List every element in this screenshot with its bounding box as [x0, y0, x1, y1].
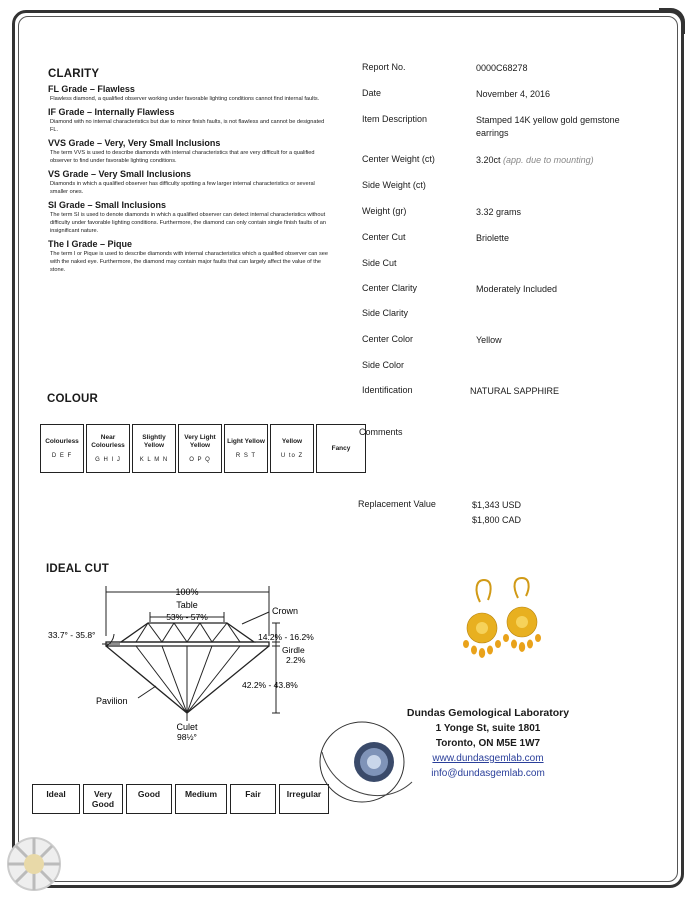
lab-street: 1 Yonge St, suite 1801 [435, 723, 541, 734]
field-label: Side Weight (ct) [362, 180, 426, 190]
field-value: NATURAL SAPPHIRE [470, 386, 560, 396]
replacement-cad: $1,800 CAD [472, 515, 522, 525]
grade-title: SI Grade – Small Inclusions [48, 200, 167, 210]
field-label: Side Color [362, 360, 405, 370]
field-value [472, 499, 642, 527]
cut-grade-cell: Medium [175, 784, 227, 814]
diamond-cut-diagram [44, 578, 334, 748]
grade-title: IF Grade – Internally Flawless [48, 107, 175, 117]
colour-title: COLOUR [47, 393, 99, 405]
grade-description: Diamonds in which a qualified observer has difficulty spotting a few larger internal characteristics or several smaller ones. [50, 181, 315, 195]
clarity-grade-if [48, 107, 328, 134]
crown-angle: 33.7° - 35.8° [48, 630, 96, 640]
replacement-usd: $1,343 USD [472, 500, 522, 510]
colour-cell [178, 424, 222, 473]
colour-cell [224, 424, 268, 473]
colour-label: Very Light Yellow [184, 433, 216, 449]
field-value: Stamped 14K yellow gold gemstone earrings [476, 115, 620, 138]
ideal-cut-title: IDEAL CUT [46, 563, 109, 575]
pavilion-label: Pavilion [96, 696, 128, 706]
field-value: Briolette [476, 233, 510, 243]
field-label: Side Cut [362, 258, 397, 268]
field-label: Side Clarity [362, 308, 409, 318]
grade-title: FL Grade – Flawless [48, 84, 135, 94]
crown-height: 14.2% - 16.2% [258, 632, 314, 642]
clarity-title: CLARITY [48, 68, 100, 80]
colour-label: Near Colourless [91, 433, 125, 449]
field-value [476, 154, 646, 167]
grade-description: Flawless diamond, a qualified observer working under favorable lighting conditions cannot find internal faults. [50, 96, 320, 102]
center-weight-value: 3.20ct [476, 155, 501, 165]
table-label: Table [176, 600, 198, 610]
clarity-grade-si [48, 200, 328, 235]
colour-code: U to Z [280, 452, 304, 459]
field-label: Comments [359, 427, 403, 437]
auction-watermark-logo [4, 832, 104, 894]
field-label: Identification [362, 385, 413, 395]
colour-label: Slightly Yellow [142, 433, 166, 449]
cut-grade-cell: Fair [230, 784, 276, 814]
colour-cell [40, 424, 84, 473]
colour-cell [86, 424, 130, 473]
field-value: Moderately Included [476, 284, 558, 294]
crown-label: Crown [272, 606, 299, 616]
cut-grade-scale [32, 784, 332, 814]
lab-name: Dundas Gemological Laboratory [406, 707, 570, 719]
grade-description: The term SI is used to denote diamonds in which a qualified observer can detect internal characteristics without difficulty under favorable lighting conditions. Furthermore, the diamond can only contain single finish faults of an insignificant nature. [50, 212, 327, 234]
field-label: Center Weight (ct) [362, 154, 435, 164]
field-value: November 4, 2016 [476, 89, 551, 99]
lab-email[interactable]: info@dundasgemlab.com [431, 768, 545, 779]
grade-title: The I Grade – Pique [48, 239, 133, 249]
colour-label: Colourless [45, 437, 79, 445]
colour-cell [270, 424, 314, 473]
colour-code: G H I J [95, 456, 121, 463]
field-label: Center Color [362, 334, 414, 344]
colour-code: K L M N [139, 456, 169, 463]
table-range: 53% - 57% [166, 612, 208, 622]
field-value: 3.32 grams [476, 207, 522, 217]
field-label: Center Clarity [362, 283, 418, 293]
lab-address-block [378, 706, 598, 781]
colour-cell [132, 424, 176, 473]
field-label: Date [362, 88, 382, 98]
clarity-section [48, 68, 328, 274]
colour-label: Light Yellow [227, 437, 265, 445]
cut-grade-cell: Good [126, 784, 172, 814]
colour-code: R S T [235, 452, 257, 459]
page-corner-curl [659, 8, 685, 34]
colour-cell [316, 424, 366, 473]
grade-description: The term I or Pique is used to describe diamonds with internal characteristics which a qualified observer can see with the naked eye. Furthermore, the diamond may contain major faults that can largely affect the value of the stone. [50, 251, 328, 273]
lab-city: Toronto, ON M5E 1W7 [435, 738, 541, 749]
culet-label: Culet [176, 722, 198, 732]
field-label: Report No. [362, 62, 406, 72]
grade-title: VS Grade – Very Small Inclusions [48, 169, 192, 179]
field-label: Replacement Value [358, 499, 436, 509]
colour-scale [40, 424, 368, 473]
cut-grade-cell: Ideal [32, 784, 80, 814]
clarity-grade-vvs [48, 138, 328, 165]
field-label: Weight (gr) [362, 206, 407, 216]
lab-website-link[interactable]: www.dundasgemlab.com [432, 753, 544, 764]
pavilion-depth: 42.2% - 43.8% [242, 680, 298, 690]
clarity-grade-fl [48, 84, 328, 103]
earrings-photo [452, 576, 562, 672]
colour-label: Yellow [281, 437, 303, 445]
field-value: Yellow [476, 335, 502, 345]
culet-value: 98½° [177, 732, 197, 742]
field-value: 0000C68278 [476, 63, 528, 73]
cut-grade-cell: Very Good [83, 784, 123, 814]
colour-label: Fancy [331, 444, 351, 452]
center-weight-note: (app. due to mounting) [503, 155, 594, 165]
field-label: Item Description [362, 114, 428, 124]
grade-description: Diamond with no internal characteristics but due to minor finish faults, is not flawless and cannot be designated FL. [50, 119, 325, 133]
clarity-grade-i [48, 239, 328, 274]
colour-code: D E F [51, 452, 73, 459]
colour-code: O P Q [189, 456, 211, 463]
total-depth-label: 100% [175, 587, 199, 597]
grade-title: VVS Grade – Very, Very Small Inclusions [48, 138, 221, 148]
field-label: Center Cut [362, 232, 406, 242]
girdle-label: Girdle [282, 645, 305, 655]
grade-description: The term VVS is used to describe diamonds with internal characteristics that are very difficult for a qualified observer to find under favorable lighting conditions. [50, 150, 315, 164]
cut-grade-cell: Irregular [279, 784, 329, 814]
girdle-value: 2.2% [286, 655, 306, 665]
clarity-grade-vs [48, 169, 328, 196]
